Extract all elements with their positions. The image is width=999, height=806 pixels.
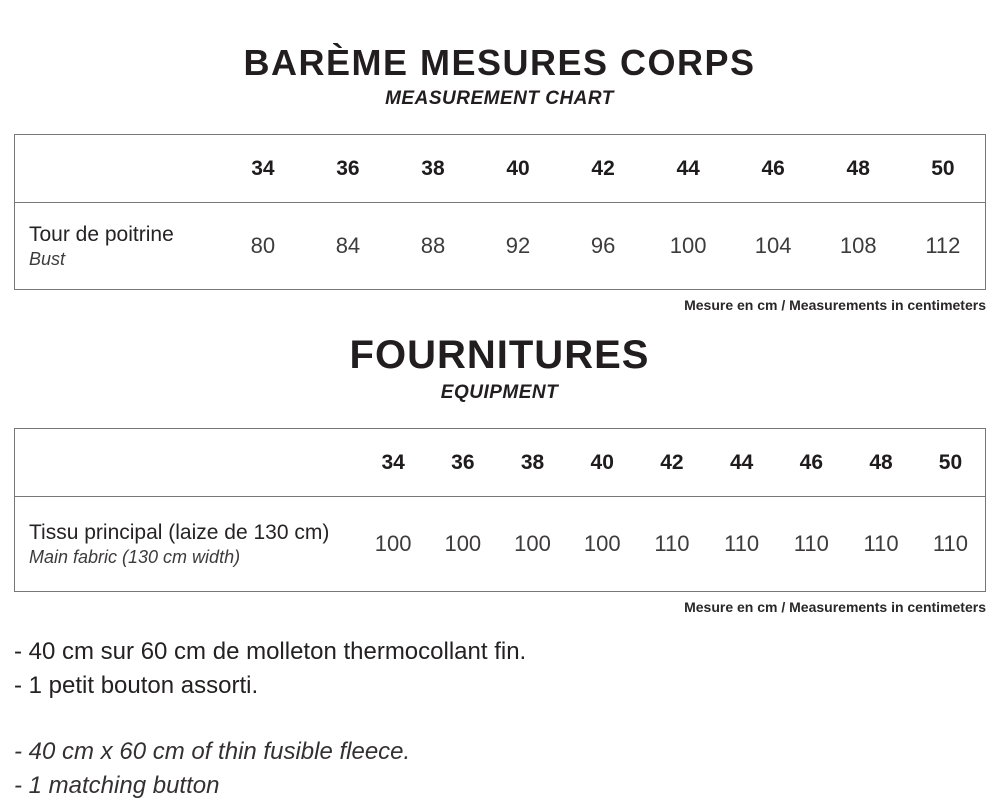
row-label-main-fabric <box>15 497 359 592</box>
row-label-fr: Tissu principal (laize de 130 cm) <box>29 520 330 544</box>
supply-notes-en <box>14 735 999 803</box>
bust-value-cell: 112 <box>925 233 961 258</box>
fabric-value-cell: 100 <box>514 531 551 556</box>
size-header-cell: 42 <box>637 429 707 497</box>
size-header-spacer <box>15 429 359 497</box>
size-header-cell: 38 <box>390 135 475 203</box>
bust-value-cell: 88 <box>420 233 446 258</box>
bust-value-cell: 96 <box>590 233 616 258</box>
measurement-title-en: MEASUREMENT CHART <box>385 88 614 109</box>
size-header-row <box>15 429 986 497</box>
size-header-cell: 48 <box>816 135 901 203</box>
size-header-cell: 34 <box>358 429 428 497</box>
row-label-en: Bust <box>29 248 66 269</box>
bust-value-cell: 92 <box>505 233 531 258</box>
size-header-cell: 40 <box>476 135 561 203</box>
size-header-cell: 50 <box>901 135 986 203</box>
fabric-value-cell: 110 <box>724 531 760 556</box>
bust-value-cell: 108 <box>839 233 877 258</box>
size-header-cell: 42 <box>561 135 646 203</box>
row-label-fr: Tour de poitrine <box>29 222 174 246</box>
equipment-title-en: EQUIPMENT <box>440 382 559 403</box>
equipment-table-header <box>15 429 986 497</box>
size-header-cell: 46 <box>776 429 846 497</box>
measurement-table-header <box>15 135 986 203</box>
size-header-cell: 46 <box>731 135 816 203</box>
fabric-value-cell: 110 <box>654 531 690 556</box>
supply-notes-fr <box>14 635 999 703</box>
size-header-cell: 36 <box>305 135 390 203</box>
table-row-bust <box>15 203 986 290</box>
fabric-value-cell: 100 <box>444 531 482 556</box>
note-button-fr: - 1 petit bouton assorti. <box>14 672 259 699</box>
fabric-value-cell: 110 <box>932 531 968 556</box>
size-header-spacer <box>15 135 221 203</box>
equipment-table <box>14 428 986 592</box>
note-fleece-en: - 40 cm x 60 cm of thin fusible fleece. <box>14 738 411 765</box>
bust-value-cell: 80 <box>250 233 276 258</box>
note-button-en: - 1 matching button <box>14 772 220 799</box>
size-header-cell: 34 <box>220 135 305 203</box>
table-row-main-fabric <box>15 497 986 592</box>
measurement-table <box>14 134 986 290</box>
bust-value-cell: 84 <box>335 233 361 258</box>
size-header-cell: 44 <box>646 135 731 203</box>
fabric-value-cell: 110 <box>863 531 899 556</box>
bust-value-cell: 100 <box>669 233 707 258</box>
size-header-row <box>15 135 986 203</box>
equipment-title-fr: FOURNITURES <box>349 333 650 377</box>
row-label-en: Main fabric (130 cm width) <box>29 546 241 567</box>
size-header-cell: 40 <box>567 429 637 497</box>
size-header-cell: 48 <box>846 429 916 497</box>
row-label-bust <box>15 203 221 290</box>
units-caption-measurement: Mesure en cm / Measurements in centimeters <box>684 297 986 313</box>
units-caption-equipment: Mesure en cm / Measurements in centimeters <box>684 599 986 615</box>
bust-value-cell: 104 <box>754 233 792 258</box>
note-fleece-fr: - 40 cm sur 60 cm de molleton thermocollant fin. <box>14 638 527 665</box>
measurement-title-fr: BARÈME MESURES CORPS <box>243 42 756 83</box>
size-header-cell: 50 <box>916 429 986 497</box>
size-header-cell: 36 <box>428 429 498 497</box>
size-header-cell: 44 <box>707 429 777 497</box>
fabric-value-cell: 110 <box>793 531 829 556</box>
fabric-value-cell: 100 <box>583 531 621 556</box>
size-header-cell: 38 <box>498 429 568 497</box>
fabric-value-cell: 100 <box>374 531 412 556</box>
